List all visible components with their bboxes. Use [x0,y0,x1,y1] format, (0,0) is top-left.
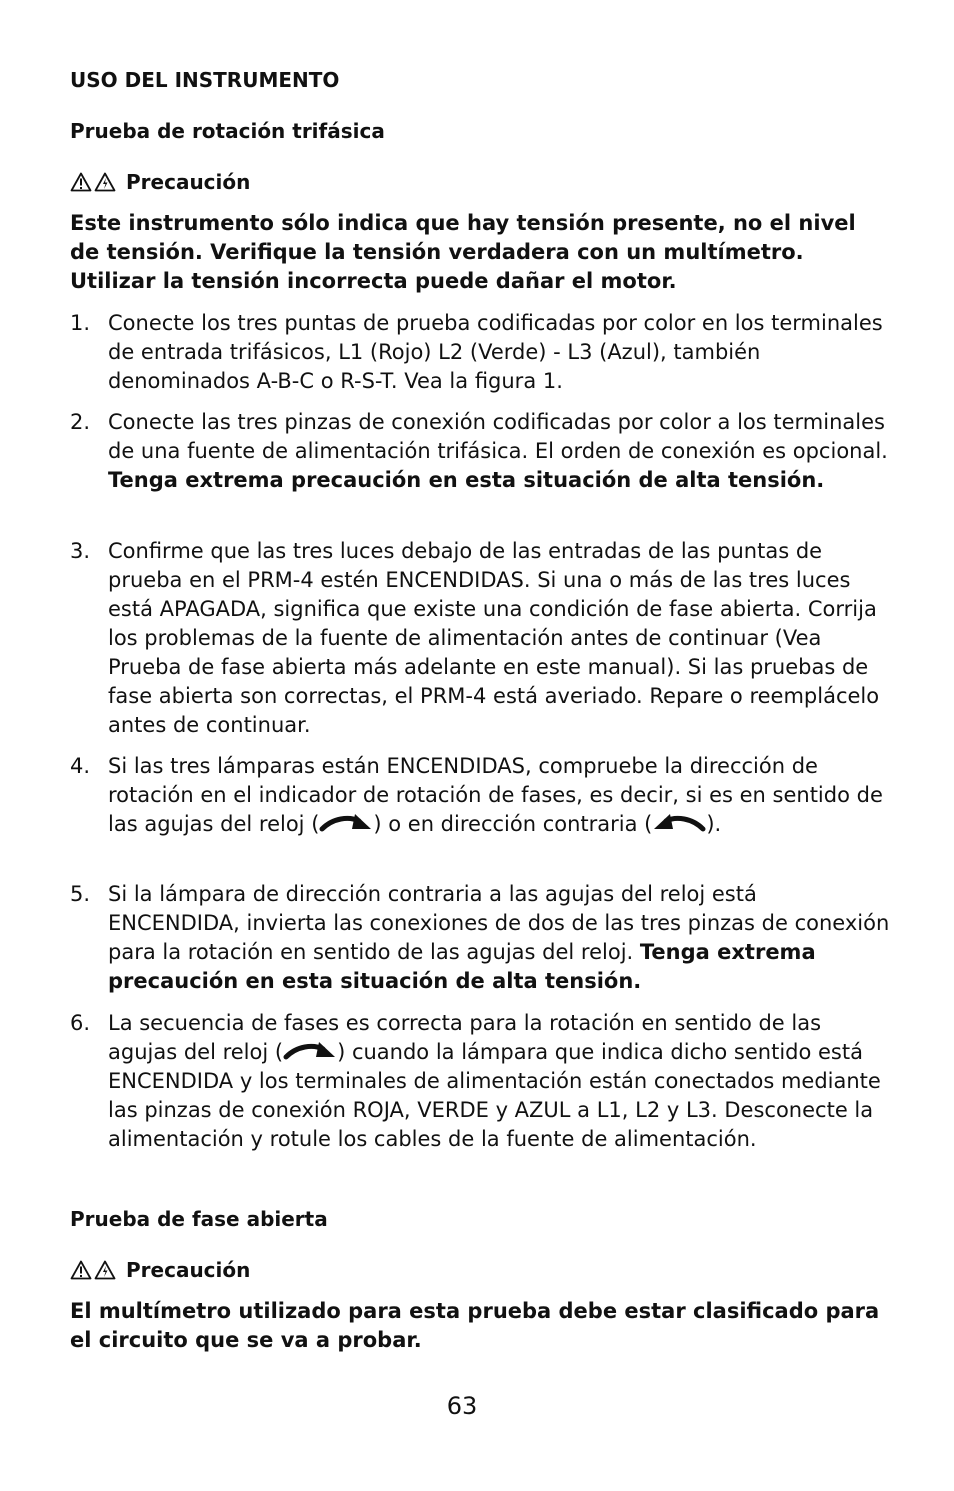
list-item-text-wrapper [108,752,890,839]
list-item-bold-warning: Tenga extrema precaución en esta situación de alta tensión. [108,940,816,993]
list-item-text-c: ). [706,812,722,836]
caution-text-2: El multímetro utilizado para esta prueba debe estar clasificado para el circuito que se va a probar. [70,1299,880,1352]
list-item-text: Conecte los tres puntas de prueba codificadas por color en los terminales de entrada trifásicos, L1 (Rojo) L2 (Verde) - L3 (Azul), también denominados A-B-C o R-S-T. Vea la figura 1. [108,311,883,393]
list-item-text-b: ) o en dirección contraria ( [373,812,653,836]
list-item-text-a: La secuencia de fases es correcta para la rotación en sentido de las agujas del reloj ( [108,1011,822,1064]
list-item-text: Si la lámpara de dirección contraria a las agujas del reloj está ENCENDIDA, invierta las conexiones de dos de las tres pinzas de conexión para la rotación en sentido de las agujas del reloj. [108,882,890,964]
list-item-text-a: Si las tres lámparas están ENCENDIDAS, compruebe la dirección de rotación en el indicador de rotación de fases, es decir, si es en sentido de las agujas del reloj ( [108,754,883,836]
list-item-text-wrapper [108,1009,890,1154]
list-item-number: 3. [70,539,91,563]
caution-heading-2 [70,1257,250,1283]
page-number: 63 [446,1392,478,1420]
list-item-number: 4. [70,754,91,778]
list-item-text-wrapper [108,408,890,495]
clockwise-arrow-icon [319,812,373,834]
subsection-title-rotation: Prueba de rotación trifásica [70,119,385,143]
list-item-number: 6. [70,1011,91,1035]
list-item-number: 1. [70,311,91,335]
list-item [70,537,890,740]
high-voltage-triangle-icon [94,172,116,192]
list-item [70,408,890,495]
warning-triangle-icon [70,1260,92,1280]
list-item-text: Conecte las tres pinzas de conexión codificadas por color a los terminales de una fuente de alimentación trifásica. El orden de conexión es opcional. [108,410,888,463]
caution-heading-1 [70,169,250,195]
caution-text-1: Este instrumento sólo indica que hay tensión presente, no el nivel de tensión. Verifique la tensión verdadera con un multímetro. Utilizar la tensión incorrecta puede dañar el motor. [70,211,856,293]
caution-label-2: Precaución [126,1258,251,1282]
list-item [70,1009,890,1154]
list-item-number: 2. [70,410,91,434]
list-item [70,752,890,839]
list-item-number: 5. [70,882,91,906]
high-voltage-triangle-icon [94,1260,116,1280]
clockwise-arrow-icon [283,1040,337,1062]
caution-label-1: Precaución [126,170,251,194]
caution-icons [70,172,116,192]
list-item-text-b: ) cuando la lámpara que indica dicho sentido está ENCENDIDA y los terminales de alimentación están conectados mediante las pinzas de conexión ROJA, VERDE y AZUL a L1, L2 y L3. Desconecte la alimentación y rotule los cables de la fuente de alimentación. [108,1040,881,1151]
section-title: USO DEL INSTRUMENTO [70,68,340,92]
list-item-text-wrapper [108,880,890,996]
list-item [70,880,890,996]
caution-icons [70,1260,116,1280]
list-item [70,309,890,396]
list-item-text: Confirme que las tres luces debajo de las entradas de las puntas de prueba en el PRM-4 estén ENCENDIDAS. Si una o más de las tres luces está APAGADA, significa que existe una condición de fase abierta. Corrija los problemas de la fuente de alimentación antes de continuar (Vea Prueba de fase abierta más adelante en este manual). Si las pruebas de fase abierta son correctas, el PRM-4 está averiado. Repare o reemplácelo antes de continuar. [108,539,880,737]
list-item-bold-warning: Tenga extrema precaución en esta situación de alta tensión. [108,468,825,492]
subsection-title-open-phase: Prueba de fase abierta [70,1207,328,1231]
counterclockwise-arrow-icon [652,812,706,834]
warning-triangle-icon [70,172,92,192]
